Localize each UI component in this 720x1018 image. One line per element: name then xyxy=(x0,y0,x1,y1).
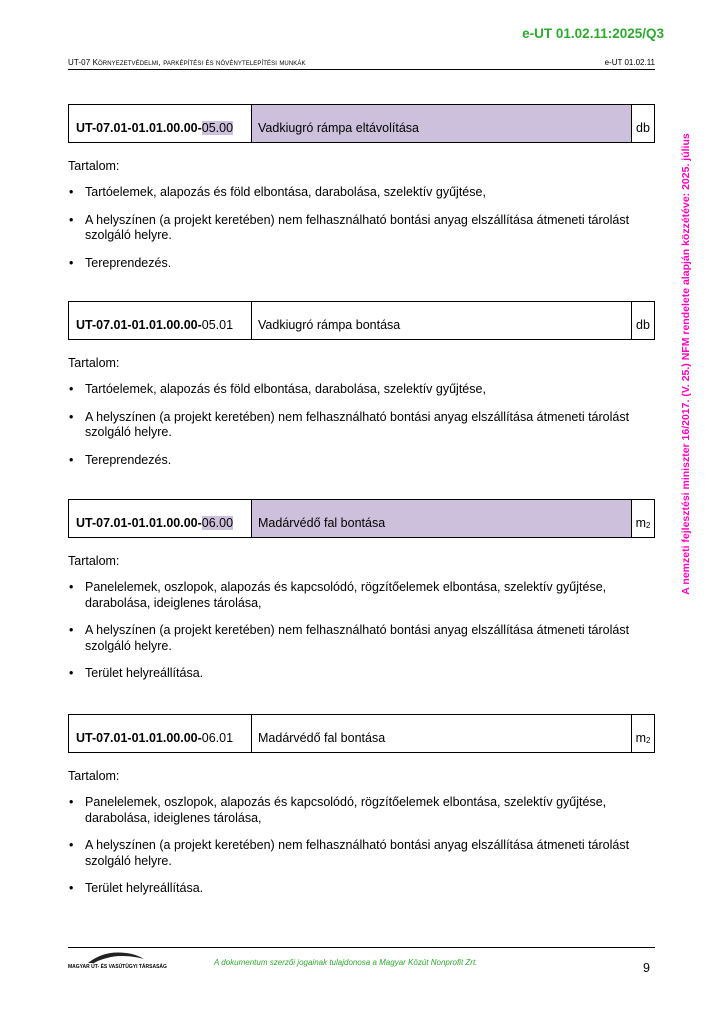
item-unit-cell xyxy=(632,302,654,339)
content-bullet-list xyxy=(68,382,655,468)
item-code-prefix: UT-07.01-01.01.00.00- xyxy=(76,121,202,135)
header-chapter-title: UT-07 Környezetvédelmi, parképítési és növénytelepítési munkák xyxy=(68,58,306,67)
society-logo-text: MAGYAR ÚT- ÉS VASÚTÜGYI TÁRSASÁG xyxy=(68,964,167,970)
item-unit: m xyxy=(635,516,646,530)
list-item: • A helyszínen (a projekt keretében) nem felhasználható bontási anyag elszállítása átmeneti tárolást szolgáló helyre. xyxy=(68,623,648,654)
item-code-suffix: 05.01 xyxy=(201,318,234,332)
list-item: • A helyszínen (a projekt keretében) nem felhasználható bontási anyag elszállítása átmeneti tárolást szolgáló helyre. xyxy=(68,410,648,441)
item-name-cell: Madárvédő fal bontása xyxy=(252,715,632,752)
list-item: • Terület helyreállítása. xyxy=(68,881,648,897)
item-header-table xyxy=(68,499,655,538)
copyright-note: A dokumentum szerzői jogainak tulajdonosa a Magyar Közút Nonprofit Zrt. xyxy=(214,958,478,967)
item-code-suffix: 06.00 xyxy=(201,516,234,530)
item-code-prefix: UT-07.01-01.01.00.00- xyxy=(76,731,202,745)
item-unit: db xyxy=(636,121,650,135)
content-bullet-list xyxy=(68,185,655,271)
list-item: • Terület helyreállítása. xyxy=(68,666,648,682)
content-label: Tartalom: xyxy=(68,769,120,783)
item-name-cell: Vadkiugró rámpa bontása xyxy=(252,302,632,339)
item-block-3 xyxy=(68,499,655,694)
list-item: • Tereprendezés. xyxy=(68,256,648,272)
side-note-text: A nemzeti fejlesztési miniszter 16/2017. (V. 25.) NFM rendelete alapján közzétéve: 2025. július xyxy=(680,132,692,595)
running-header xyxy=(68,58,655,70)
item-code-cell xyxy=(69,302,252,339)
content-bullet-list xyxy=(68,795,655,897)
society-logo xyxy=(68,950,178,974)
item-code-suffix: 06.01 xyxy=(201,731,234,745)
content-label: Tartalom: xyxy=(68,356,120,370)
item-name-cell: Madárvédő fal bontása xyxy=(252,500,632,537)
content-bullet-list xyxy=(68,580,655,682)
item-unit-sup: 2 xyxy=(645,736,651,745)
item-block-4 xyxy=(68,714,655,909)
footer-divider xyxy=(68,947,655,948)
content-label: Tartalom: xyxy=(68,159,120,173)
list-item: • Tartóelemek, alapozás és föld elbontása, darabolása, szelektív gyűjtése, xyxy=(68,185,648,201)
list-item: • Tereprendezés. xyxy=(68,453,648,469)
item-unit-sup: 2 xyxy=(645,521,651,530)
side-publication-note xyxy=(676,96,696,631)
road-arc-icon xyxy=(86,950,146,964)
item-unit: m xyxy=(635,731,646,745)
content-label: Tartalom: xyxy=(68,554,120,568)
page-number: 9 xyxy=(643,961,650,975)
item-code-prefix: UT-07.01-01.01.00.00- xyxy=(76,516,202,530)
item-block-2 xyxy=(68,301,655,480)
header-standard-id: e-UT 01.02.11 xyxy=(604,58,655,67)
item-header-table xyxy=(68,714,655,753)
item-unit-cell xyxy=(632,715,654,752)
item-block-1 xyxy=(68,104,655,283)
list-item: • A helyszínen (a projekt keretében) nem felhasználható bontási anyag elszállítása átmeneti tárolást szolgáló helyre. xyxy=(68,213,648,244)
item-name-cell: Vadkiugró rámpa eltávolítása xyxy=(252,105,632,142)
item-unit: db xyxy=(636,318,650,332)
item-code-cell xyxy=(69,500,252,537)
item-unit-cell xyxy=(632,105,654,142)
item-unit-cell xyxy=(632,500,654,537)
list-item: • A helyszínen (a projekt keretében) nem felhasználható bontási anyag elszállítása átmeneti tárolást szolgáló helyre. xyxy=(68,838,648,869)
document-code: e-UT 01.02.11:2025/Q3 xyxy=(522,26,664,41)
item-code-cell xyxy=(69,105,252,142)
item-header-table xyxy=(68,301,655,340)
item-code-suffix: 05.00 xyxy=(201,121,234,135)
list-item: • Panelelemek, oszlopok, alapozás és kapcsolódó, rögzítőelemek elbontása, szelektív gyűjtése, darabolása, ideiglenes tárolása, xyxy=(68,580,648,611)
item-header-table xyxy=(68,104,655,143)
list-item: • Tartóelemek, alapozás és föld elbontása, darabolása, szelektív gyűjtése, xyxy=(68,382,648,398)
list-item: • Panelelemek, oszlopok, alapozás és kapcsolódó, rögzítőelemek elbontása, szelektív gyűjtése, darabolása, ideiglenes tárolása, xyxy=(68,795,648,826)
item-code-prefix: UT-07.01-01.01.00.00- xyxy=(76,318,202,332)
item-code-cell xyxy=(69,715,252,752)
